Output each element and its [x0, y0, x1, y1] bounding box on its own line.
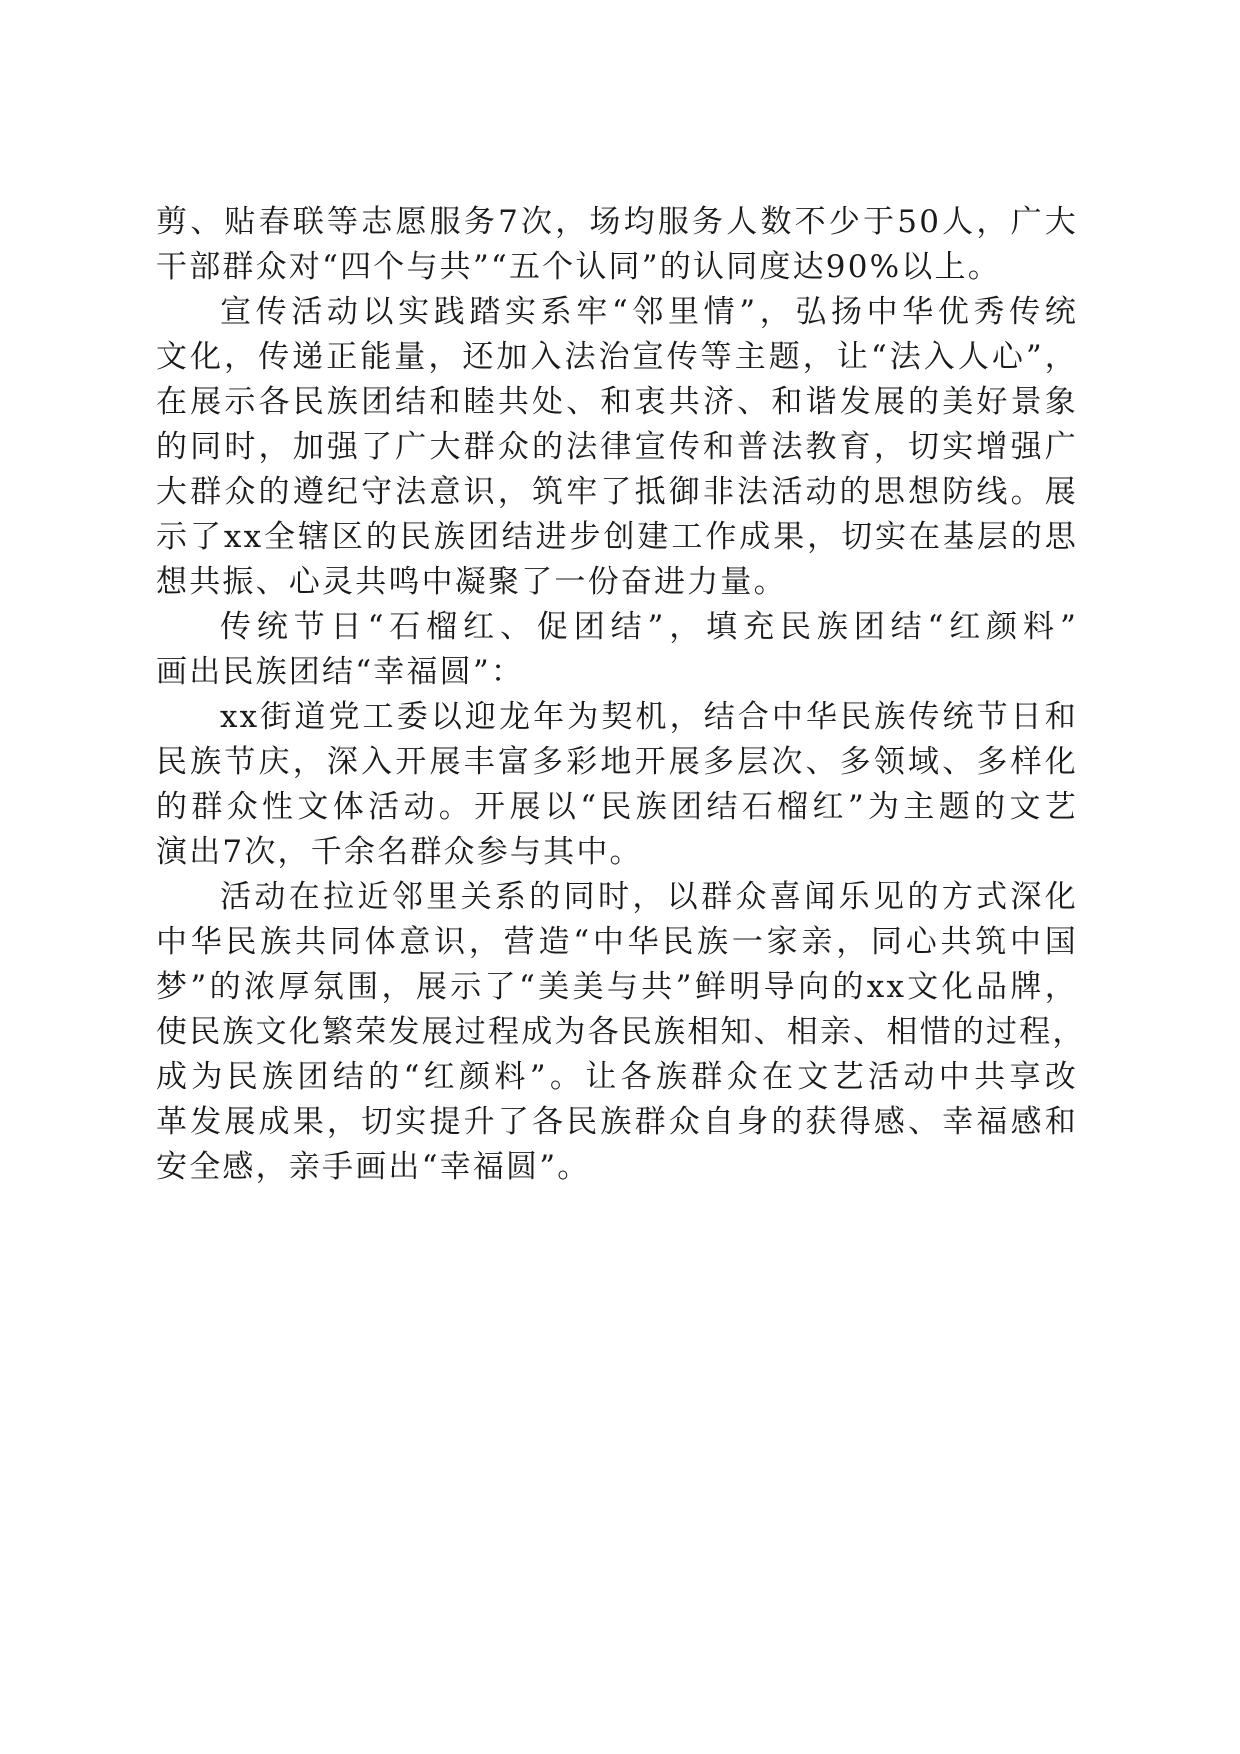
text-line: 使民族文化繁荣发展过程成为各民族相知、相亲、相惜的过程， — [156, 1014, 1086, 1050]
text-line: 梦”的浓厚氛围，展示了“美美与共”鲜明导向的xx文化品牌， — [156, 969, 1078, 1005]
paragraph-first-line: 宣传活动以实践踏实系牢“邻里情”，弘扬中华优秀传统 — [220, 294, 1078, 330]
document-body — [156, 200, 1086, 1190]
text-line: 的群众性文体活动。开展以“民族团结石榴红”为主题的文艺 — [156, 789, 1078, 825]
text-line: 成为民族团结的“红颜料”。让各族群众在文艺活动中共享改 — [156, 1059, 1078, 1095]
text-line: 革发展成果，切实提升了各民族群众自身的获得感、幸福感和 — [156, 1104, 1078, 1140]
text-line: 安全感，亲手画出“幸福圆”。 — [156, 1149, 591, 1185]
text-line: 干部群众对“四个与共”“五个认同”的认同度达90%以上。 — [156, 249, 1001, 285]
text-line: 在展示各民族团结和睦共处、和衷共济、和谐发展的美好景象 — [156, 384, 1078, 420]
text-line: 演出7次，千余名群众参与其中。 — [156, 834, 643, 870]
text-line: 民族节庆，深入开展丰富多彩地开展多层次、多领域、多样化 — [156, 744, 1078, 780]
text-line: 的同时，加强了广大群众的法律宣传和普法教育，切实增强广 — [156, 429, 1078, 465]
text-line: 大群众的遵纪守法意识，筑牢了抵御非法活动的思想防线。展 — [156, 474, 1078, 510]
paragraph-first-line: 活动在拉近邻里关系的同时，以群众喜闻乐见的方式深化 — [220, 879, 1078, 915]
text-line: 文化，传递正能量，还加入法治宣传等主题，让“法入人心”， — [156, 339, 1078, 375]
text-line: 中华民族共同体意识，营造“中华民族一家亲，同心共筑中国 — [156, 924, 1078, 960]
paragraph-first-line: 传统节日“石榴红、促团结”，填充民族团结“红颜料” — [220, 609, 1078, 645]
text-line: 想共振、心灵共鸣中凝聚了一份奋进力量。 — [156, 564, 787, 600]
paragraph-first-line: xx街道党工委以迎龙年为契机，结合中华民族传统节日和 — [220, 699, 1078, 735]
text-line: 示了xx全辖区的民族团结进步创建工作成果，切实在基层的思 — [156, 519, 1078, 555]
text-line: 剪、贴春联等志愿服务7次，场均服务人数不少于50人，广大 — [156, 204, 1078, 240]
text-line: 画出民族团结“幸福圆”： — [156, 654, 525, 690]
